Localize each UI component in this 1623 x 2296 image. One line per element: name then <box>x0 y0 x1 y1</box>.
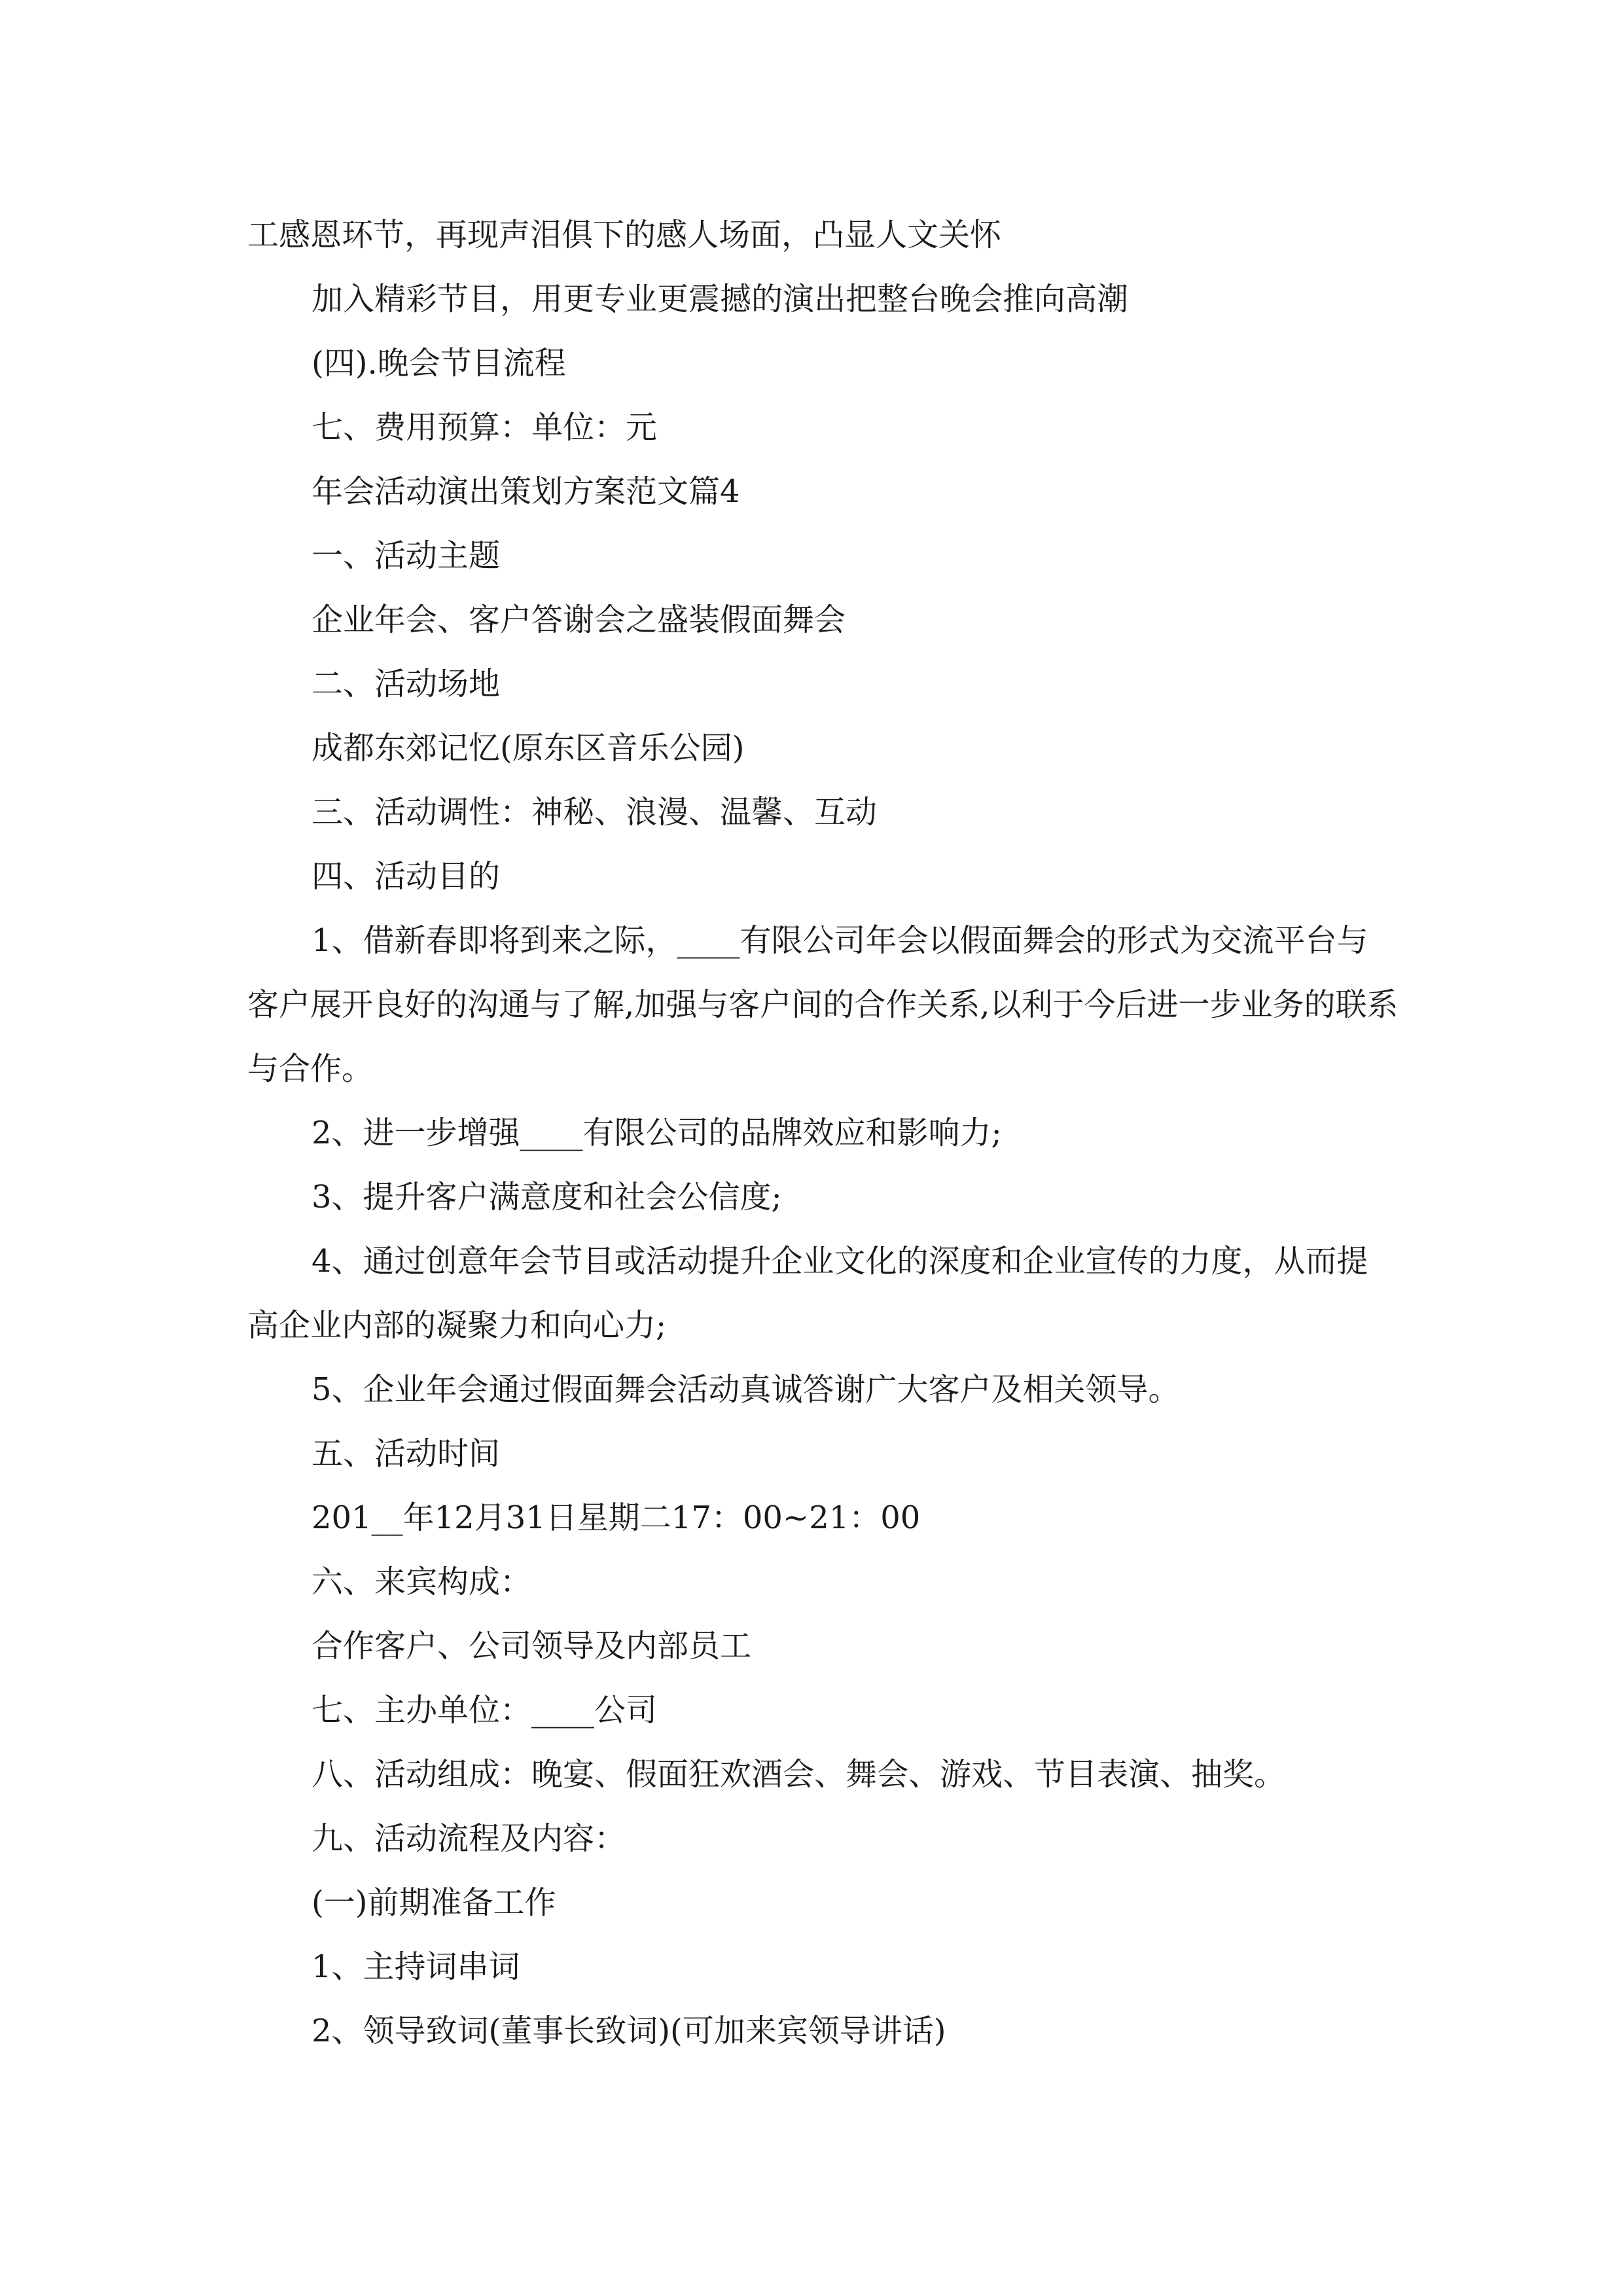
section-heading: 五、活动时间 <box>312 1435 501 1472</box>
section-heading: 八、活动组成：晚宴、假面狂欢酒会、舞会、游戏、节目表演、抽奖。 <box>312 1756 1286 1793</box>
list-item: 4、通过创意年会节目或活动提升企业文化的深度和企业宣传的力度，从而提高企业内部的凝聚力和向心力; <box>247 1243 1368 1344</box>
section-heading: 一、活动主题 <box>312 537 501 574</box>
list-item: 1、主持词串词 <box>312 1948 520 1985</box>
paragraph: 工感恩环节，再现声泪俱下的感人场面，凸显人文关怀 <box>247 217 1002 253</box>
document-title: 年会活动演出策划方案范文篇4 <box>312 473 740 510</box>
list-item: 1、借新春即将到来之际，____有限公司年会以假面舞会的形式为交流平台与客户展开良好的沟通与了解,加强与客户间的合作关系,以利于今后进一步业务的联系与合作。 <box>247 922 1399 1087</box>
paragraph: 201__年12月31日星期二17：00~21：00 <box>312 1499 921 1536</box>
section-heading: 七、主办单位：____公司 <box>312 1692 658 1729</box>
section-heading: 九、活动流程及内容： <box>312 1820 626 1857</box>
paragraph: (四).晚会节目流程 <box>312 345 566 382</box>
list-item: 3、提升客户满意度和社会公信度; <box>312 1179 782 1215</box>
list-item: 5、企业年会通过假面舞会活动真诚答谢广大客户及相关领导。 <box>312 1371 1180 1408</box>
section-heading: 六、来宾构成： <box>312 1564 532 1600</box>
paragraph: 加入精彩节目，用更专业更震撼的演出把整台晚会推向高潮 <box>312 281 1129 317</box>
section-heading: 二、活动场地 <box>312 666 501 702</box>
paragraph: 企业年会、客户答谢会之盛装假面舞会 <box>312 601 846 638</box>
paragraph: 成都东郊记忆(原东区音乐公园) <box>312 730 745 766</box>
sub-heading: (一)前期准备工作 <box>312 1884 556 1921</box>
section-heading: 三、活动调性：神秘、浪漫、温馨、互动 <box>312 794 878 831</box>
list-item: 2、领导致词(董事长致词)(可加来宾领导讲话) <box>312 2013 946 2049</box>
section-heading: 四、活动目的 <box>312 858 501 895</box>
section-heading: 七、费用预算：单位：元 <box>312 409 658 446</box>
list-item: 2、进一步增强____有限公司的品牌效应和影响力; <box>312 1115 1002 1151</box>
document-body <box>247 203 1399 2063</box>
paragraph: 合作客户、公司领导及内部员工 <box>312 1628 752 1664</box>
